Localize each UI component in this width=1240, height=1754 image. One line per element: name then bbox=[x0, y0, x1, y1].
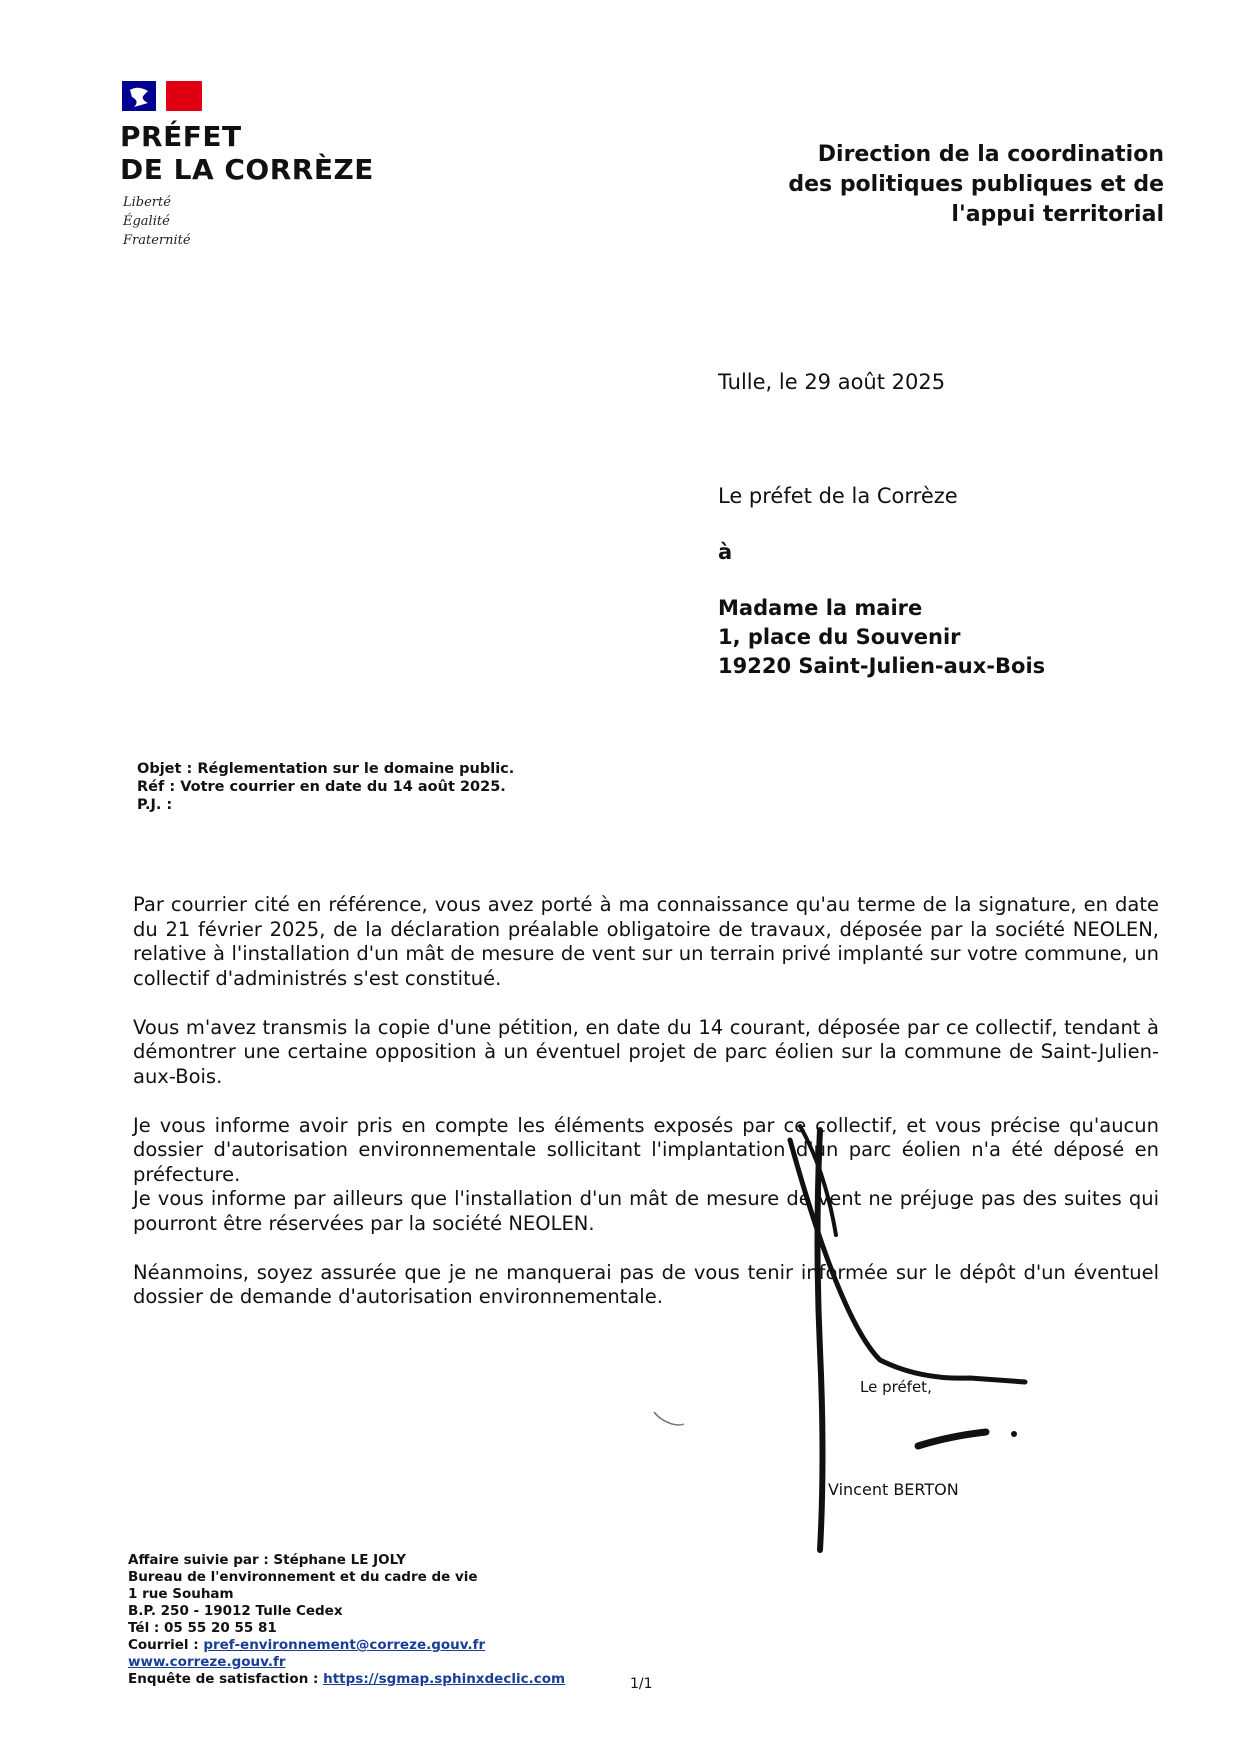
direction-line3: l'appui territorial bbox=[951, 202, 1164, 227]
sender: Le préfet de la Corrèze bbox=[718, 484, 958, 508]
marianne-logo bbox=[122, 81, 202, 111]
prefet-title-line1: PRÉFET bbox=[120, 120, 242, 153]
footer-enquete bbox=[128, 1671, 565, 1688]
objet-line: Objet : Réglementation sur le domaine public. bbox=[137, 761, 515, 777]
direction-line2: des politiques publiques et de bbox=[788, 172, 1164, 197]
signatory-name: Vincent BERTON bbox=[828, 1480, 959, 1499]
signature-title: Le préfet, bbox=[860, 1378, 932, 1396]
site-link[interactable]: www.correze.gouv.fr bbox=[128, 1654, 286, 1670]
body-paragraph-4: Je vous informe par ailleurs que l'installation d'un mât de mesure de vent ne préjuge pas des suites qui pourront être réservées par la société NEOLEN. bbox=[133, 1187, 1159, 1235]
footer-contact bbox=[128, 1552, 565, 1688]
devise-egalite: Égalité bbox=[123, 214, 170, 229]
recipient-address bbox=[718, 594, 1045, 681]
body-paragraph-1: Par courrier cité en référence, vous avez porté à ma connaissance qu'au terme de la signature, en date du 21 février 2025, de la déclaration préalable obligatoire de travaux, déposée par la société NEOLEN, relative à l'installation d'un mât de mesure de vent sur un terrain privé implanté sur votre commune, un collectif d'administrés s'est constitué. bbox=[133, 893, 1159, 990]
body-paragraph-2: Vous m'avez transmis la copie d'une pétition, en date du 14 courant, déposée par ce collectif, tendant à démontrer une certaine opposition à un éventuel projet de parc éolien sur la commune de Saint-Julien-aux-Bois. bbox=[133, 1015, 1159, 1088]
courriel-link[interactable]: pref-environnement@correze.gouv.fr bbox=[203, 1637, 486, 1653]
body-paragraph-5: Néanmoins, soyez assurée que je ne manquerai pas de vous tenir informée sur le dépôt d'un éventuel dossier de demande d'autorisation environnementale. bbox=[133, 1260, 1159, 1308]
prefet-title bbox=[120, 120, 374, 186]
footer-affaire: Affaire suivie par : Stéphane LE JOLY bbox=[128, 1552, 406, 1568]
devise bbox=[123, 193, 191, 250]
recipient-line3: 19220 Saint-Julien-aux-Bois bbox=[718, 654, 1046, 678]
objet-block bbox=[137, 760, 514, 814]
prefet-title-line2: DE LA CORRÈZE bbox=[120, 153, 374, 186]
courriel-label: Courriel : bbox=[128, 1637, 204, 1653]
devise-liberte: Liberté bbox=[123, 195, 171, 210]
body-paragraph-3: Je vous informe avoir pris en compte les éléments exposés par ce collectif, et vous précise qu'aucun dossier d'autorisation environnementale sollicitant l'implantation d'un parc éolien n'a été déposé en préfecture. bbox=[133, 1113, 1159, 1186]
footer-courriel bbox=[128, 1637, 565, 1654]
ref-line: Réf : Votre courrier en date du 14 août 2025. bbox=[137, 779, 506, 795]
logo-red-block bbox=[166, 81, 202, 111]
enquete-link[interactable]: https://sgmap.sphinxdeclic.com bbox=[323, 1671, 566, 1687]
page-number: 1/1 bbox=[630, 1676, 653, 1692]
footer-site bbox=[128, 1654, 565, 1671]
handwritten-signature bbox=[640, 1120, 1080, 1570]
recipient-line1: Madame la maire bbox=[718, 596, 923, 620]
direction-line1: Direction de la coordination bbox=[817, 142, 1164, 167]
direction-heading bbox=[644, 140, 1164, 230]
recipient-line2: 1, place du Souvenir bbox=[718, 625, 961, 649]
pj-line: P.J. : bbox=[137, 797, 173, 813]
footer-adresse2: B.P. 250 - 19012 Tulle Cedex bbox=[128, 1603, 343, 1619]
a-line: à bbox=[718, 540, 733, 564]
enquete-label: Enquête de satisfaction : bbox=[128, 1671, 324, 1687]
footer-tel: Tél : 05 55 20 55 81 bbox=[128, 1620, 277, 1636]
footer-adresse1: 1 rue Souham bbox=[128, 1586, 234, 1602]
date-line: Tulle, le 29 août 2025 bbox=[718, 370, 946, 394]
footer-bureau: Bureau de l'environnement et du cadre de vie bbox=[128, 1569, 478, 1585]
devise-fraternite: Fraternité bbox=[123, 233, 191, 248]
